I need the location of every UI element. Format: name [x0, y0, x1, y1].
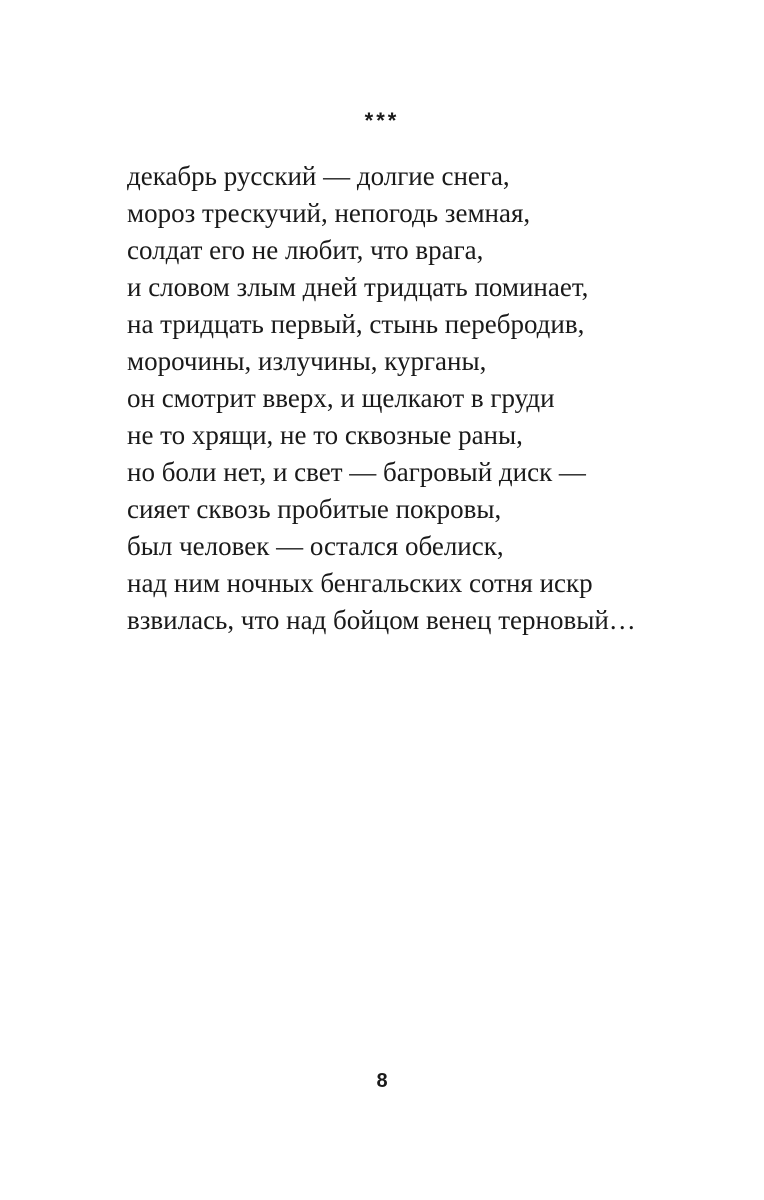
poem-line: но боли нет, и свет — багровый диск —	[127, 457, 586, 487]
poem-line: и словом злым дней тридцать поминает,	[127, 272, 589, 302]
poem-line: взвилась, что над бойцом венец терновый…	[127, 605, 636, 635]
poem-line: сияет сквозь пробитые покровы,	[127, 494, 502, 524]
poem-line: над ним ночных бенгальских сотня искр	[127, 568, 593, 598]
poem-line: морочины, излучины, курганы,	[127, 346, 487, 376]
poem-line: солдат его не любит, что врага,	[127, 235, 484, 265]
poem-line: на тридцать первый, стынь перебродив,	[127, 309, 585, 339]
poem-text	[127, 158, 727, 639]
page-number: 8	[376, 1070, 388, 1092]
poem-line: он смотрит вверх, и щелкают в груди	[127, 383, 555, 413]
poem-line: был человек — остался обелиск,	[127, 531, 504, 561]
section-separator: ***	[364, 108, 400, 133]
poem-line: мороз трескучий, непогодь земная,	[127, 198, 531, 228]
poem-line: не то хрящи, не то сквозные раны,	[127, 420, 523, 450]
poem-line: декабрь русский — долгие снега,	[127, 161, 510, 191]
